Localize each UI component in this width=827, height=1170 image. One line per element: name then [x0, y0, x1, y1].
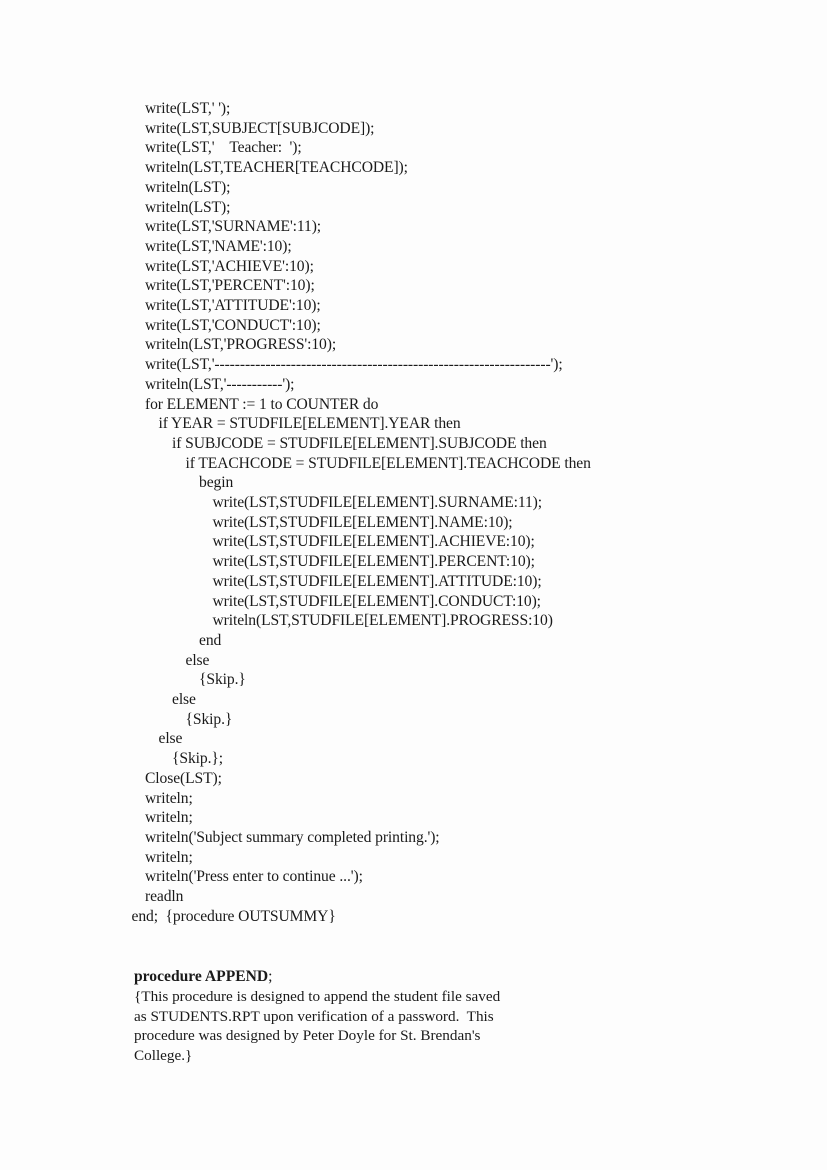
code-line: {Skip.} — [185, 710, 233, 728]
code-line: write(LST,'------------------------------------------------------------------'); — [145, 356, 563, 374]
code-line: write(LST,'NAME':10); — [145, 237, 292, 255]
code-line: write(LST,STUDFILE[ELEMENT].NAME:10); — [212, 513, 513, 531]
code-line: write(LST,' '); — [145, 100, 231, 117]
code-line: write(LST,SUBJECT[SUBJCODE]); — [145, 119, 375, 137]
procedure-semicolon: ; — [268, 968, 273, 985]
procedure-comment-line: {This procedure is designed to append the student file saved — [134, 988, 501, 1005]
code-line: write(LST,'CONDUCT':10); — [145, 316, 321, 334]
code-line: Close(LST); — [145, 769, 222, 787]
code-line: write(LST,STUDFILE[ELEMENT].ACHIEVE:10); — [212, 533, 535, 551]
code-line: end — [199, 631, 222, 649]
procedure-heading — [134, 967, 654, 987]
code-line: writeln(LST,STUDFILE[ELEMENT].PROGRESS:10) — [212, 612, 553, 630]
code-line: writeln(LST,'PROGRESS':10); — [145, 336, 337, 354]
code-line: writeln(LST,'-----------'); — [145, 375, 295, 393]
append-procedure-block — [134, 967, 654, 1065]
code-line: writeln(LST); — [145, 198, 231, 216]
code-line: end; {procedure OUTSUMMY} — [131, 907, 336, 925]
procedure-comment-line: as STUDENTS.RPT upon verification of a password. This — [134, 1007, 494, 1025]
code-line: write(LST,STUDFILE[ELEMENT].CONDUCT:10); — [212, 592, 541, 610]
code-line: writeln; — [145, 789, 193, 807]
code-line: writeln; — [145, 809, 193, 827]
code-line: if TEACHCODE = STUDFILE[ELEMENT].TEACHCODE then — [185, 454, 591, 472]
code-line: writeln(LST); — [145, 178, 231, 196]
code-line: {Skip.}; — [172, 750, 223, 768]
code-line: write(LST,STUDFILE[ELEMENT].SURNAME:11); — [212, 494, 542, 511]
code-line: if YEAR = STUDFILE[ELEMENT].YEAR then — [158, 415, 461, 433]
code-line: writeln; — [145, 848, 193, 866]
procedure-name: APPEND — [204, 968, 269, 985]
code-line: writeln(LST,TEACHER[TEACHCODE]); — [145, 159, 408, 177]
code-line: {Skip.} — [199, 671, 246, 689]
code-line: writeln('Press enter to continue ...'); — [145, 868, 363, 886]
procedure-comment-line: College.} — [134, 1046, 193, 1064]
procedure-comment-line: procedure was designed by Peter Doyle for St. Brendan's — [134, 1027, 481, 1045]
code-line: write(LST,'ACHIEVE':10); — [145, 257, 314, 275]
code-line: write(LST,' Teacher: '); — [145, 139, 302, 157]
code-line: begin — [199, 474, 234, 492]
code-line: readln — [145, 888, 184, 905]
code-line: write(LST,STUDFILE[ELEMENT].PERCENT:10); — [212, 553, 535, 571]
code-line: write(LST,'ATTITUDE':10); — [145, 297, 321, 314]
code-line: else — [172, 691, 196, 708]
procedure-keyword: procedure — [134, 968, 202, 985]
code-line: else — [158, 730, 183, 748]
code-line: else — [185, 651, 210, 669]
code-line: writeln('Subject summary completed printing.'); — [145, 828, 440, 846]
code-line: write(LST,STUDFILE[ELEMENT].ATTITUDE:10); — [212, 572, 542, 590]
code-line: write(LST,'SURNAME':11); — [145, 218, 322, 236]
code-line: for ELEMENT := 1 to COUNTER do — [145, 395, 379, 413]
code-line: write(LST,'PERCENT':10); — [145, 277, 315, 295]
code-line: if SUBJCODE = STUDFILE[ELEMENT].SUBJCODE then — [172, 434, 547, 452]
